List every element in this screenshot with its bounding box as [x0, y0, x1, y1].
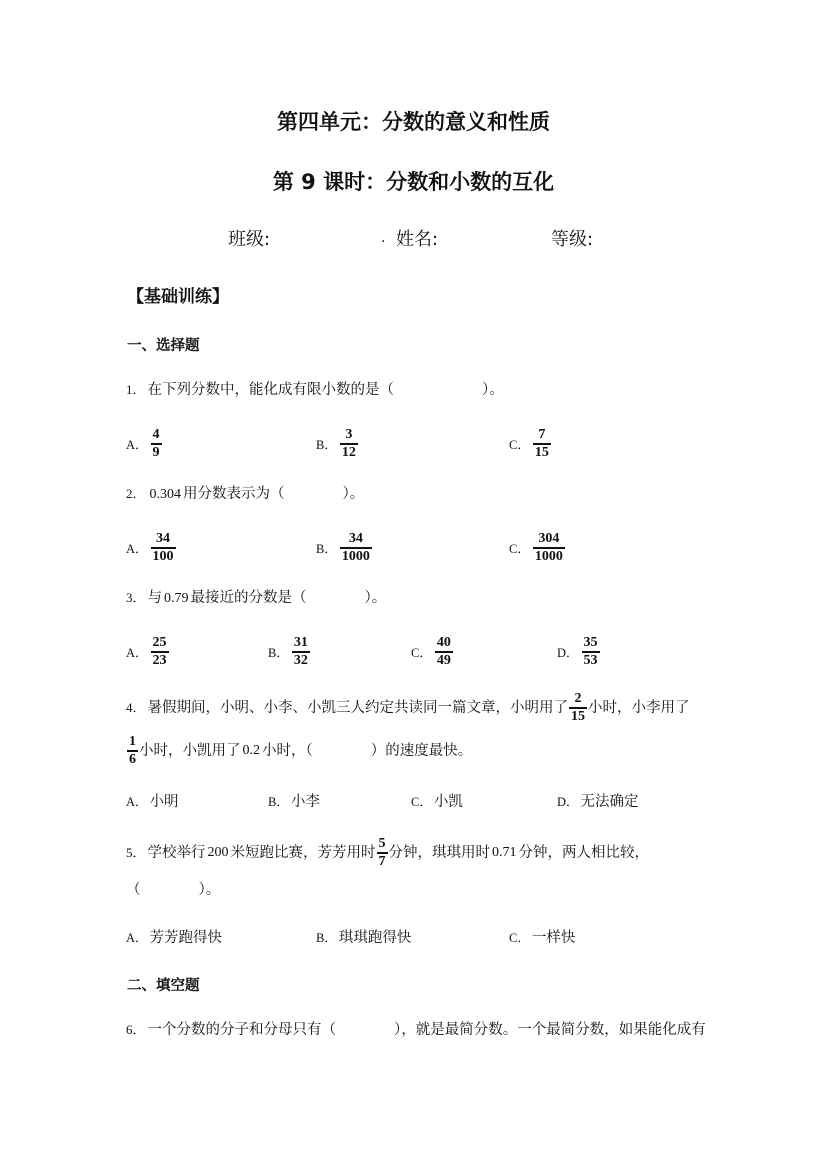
q3-option-b[interactable] — [268, 632, 311, 672]
fraction: $\frac{34}{1000}$ — [341, 531, 370, 564]
fraction: $\frac{34}{100}$ — [152, 531, 174, 564]
question-text: 分钟，琪琪用时 — [388, 845, 491, 861]
option-label: A． — [126, 438, 148, 452]
option-label: B． — [316, 931, 337, 945]
q4-option-a[interactable] — [126, 792, 179, 812]
question-text-end: ）。 — [342, 486, 365, 502]
q2-option-a[interactable] — [126, 528, 177, 568]
q1-option-a[interactable] — [126, 424, 163, 464]
question-text-end: ）的速度最快。 — [370, 743, 473, 759]
question-text: ），就是最简分数。一个最简分数，如果能化成有 — [394, 1022, 706, 1038]
name-label: 姓名: — [396, 229, 439, 250]
question-text: 米短跑比赛，芳芳用时 — [230, 845, 376, 861]
part2-heading: 二、填空题 — [127, 978, 200, 994]
question-2 — [126, 484, 364, 505]
q4-option-d[interactable] — [557, 792, 639, 812]
fraction: $\frac{3}{12}$ — [341, 427, 356, 460]
class-label: 班级: — [228, 229, 271, 250]
option-text: 一样快 — [531, 930, 576, 946]
question-text: 最接近的分数是（ — [190, 590, 307, 606]
question-text-end: ）。 — [482, 382, 504, 398]
q3-option-d[interactable] — [557, 632, 601, 672]
option-label: A． — [126, 931, 148, 945]
option-label: B． — [316, 542, 337, 556]
q4-option-c[interactable] — [411, 792, 463, 812]
question-number: 6． — [126, 1022, 146, 1037]
option-label: B． — [316, 438, 337, 452]
question-3 — [126, 588, 386, 609]
fraction: $\frac{304}{1000}$ — [534, 531, 563, 564]
fraction: $\frac{5}{7}$ — [378, 836, 386, 869]
q2-option-b[interactable] — [316, 528, 373, 568]
grade-label: 等级: — [551, 229, 594, 250]
q1-option-b[interactable] — [316, 424, 359, 464]
fraction: $\frac{40}{49}$ — [436, 635, 451, 668]
option-text: 小凯 — [433, 794, 463, 810]
q5-option-b[interactable] — [316, 928, 411, 948]
q5-option-c[interactable] — [509, 928, 575, 948]
option-text: 芳芳跑得快 — [149, 930, 223, 946]
question-text: 小时，（ — [262, 743, 313, 759]
option-label: A． — [126, 542, 148, 556]
question-text: 小时，小凯用了 — [139, 743, 241, 759]
q3-option-a[interactable] — [126, 632, 170, 672]
question-number: 2． — [126, 486, 146, 501]
section-basic-training: 【基础训练】 — [127, 287, 229, 307]
question-4-line2 — [126, 731, 472, 771]
fraction: $\frac{1}{6}$ — [129, 734, 136, 767]
option-label: B． — [268, 646, 289, 660]
decimal-value: 0.79 — [164, 591, 189, 606]
lesson-subtitle: 第 9 课时：分数和小数的互化 — [272, 170, 555, 194]
question-1 — [126, 380, 504, 400]
option-label: D． — [557, 646, 579, 660]
question-4-line1 — [126, 688, 690, 728]
question-6 — [126, 1020, 706, 1040]
option-label: C． — [509, 931, 530, 945]
option-label: A． — [126, 646, 148, 660]
q3-option-c[interactable] — [411, 632, 454, 672]
question-text: （ — [126, 882, 141, 898]
question-text-end: ）。 — [364, 590, 387, 606]
fraction: $\frac{7}{15}$ — [534, 427, 549, 460]
question-text: 用分数表示为（ — [183, 486, 285, 502]
fraction: $\frac{25}{23}$ — [152, 635, 167, 668]
option-label: A． — [126, 795, 148, 809]
option-label: C． — [411, 646, 432, 660]
q1-option-c[interactable] — [509, 424, 552, 464]
question-number: 5． — [126, 845, 146, 860]
option-text: 无法确定 — [580, 794, 639, 810]
question-text: 小时，小李用了 — [588, 700, 690, 716]
fraction: $\frac{31}{32}$ — [293, 635, 308, 668]
fraction: $\frac{4}{9}$ — [152, 427, 160, 460]
part1-heading: 一、选择题 — [127, 338, 200, 354]
question-5-line2 — [126, 880, 220, 900]
q5-option-a[interactable] — [126, 928, 222, 948]
option-label: C． — [509, 438, 530, 452]
decimal-value: 0.2 — [242, 743, 260, 758]
option-text: 小李 — [290, 794, 320, 810]
q2-option-c[interactable] — [509, 528, 566, 568]
option-text: 小明 — [149, 794, 179, 810]
question-5-line1 — [126, 833, 649, 873]
question-text: 学校举行 — [147, 845, 206, 861]
question-text: 分钟，两人相比较， — [518, 845, 650, 861]
fraction: $\frac{2}{15}$ — [571, 691, 586, 724]
question-number: 4． — [126, 700, 146, 715]
question-text: 在下列分数中，能化成有限小数的是（ — [147, 382, 395, 398]
q4-option-b[interactable] — [268, 792, 320, 812]
page-title: 第四单元：分数的意义和性质 — [277, 110, 550, 134]
question-text: 与 — [147, 590, 163, 606]
option-text: 琪琪跑得快 — [338, 930, 412, 946]
separator-dot: . — [381, 230, 386, 246]
option-label: D． — [557, 795, 579, 809]
question-text-end: ）。 — [198, 882, 221, 898]
question-number: 1． — [126, 382, 146, 397]
number-value: 200 — [207, 845, 229, 860]
option-label: C． — [509, 542, 530, 556]
decimal-value: 0.304 — [149, 487, 182, 502]
question-text: 暑假期间，小明、小李、小凯三人约定共读同一篇文章，小明用了 — [147, 700, 569, 716]
decimal-value: 0.71 — [492, 845, 517, 860]
fraction: $\frac{35}{53}$ — [583, 635, 598, 668]
question-number: 3． — [126, 590, 146, 605]
option-label: C． — [411, 795, 432, 809]
option-label: B． — [268, 795, 289, 809]
question-text: 一个分数的分子和分母只有（ — [147, 1022, 337, 1038]
